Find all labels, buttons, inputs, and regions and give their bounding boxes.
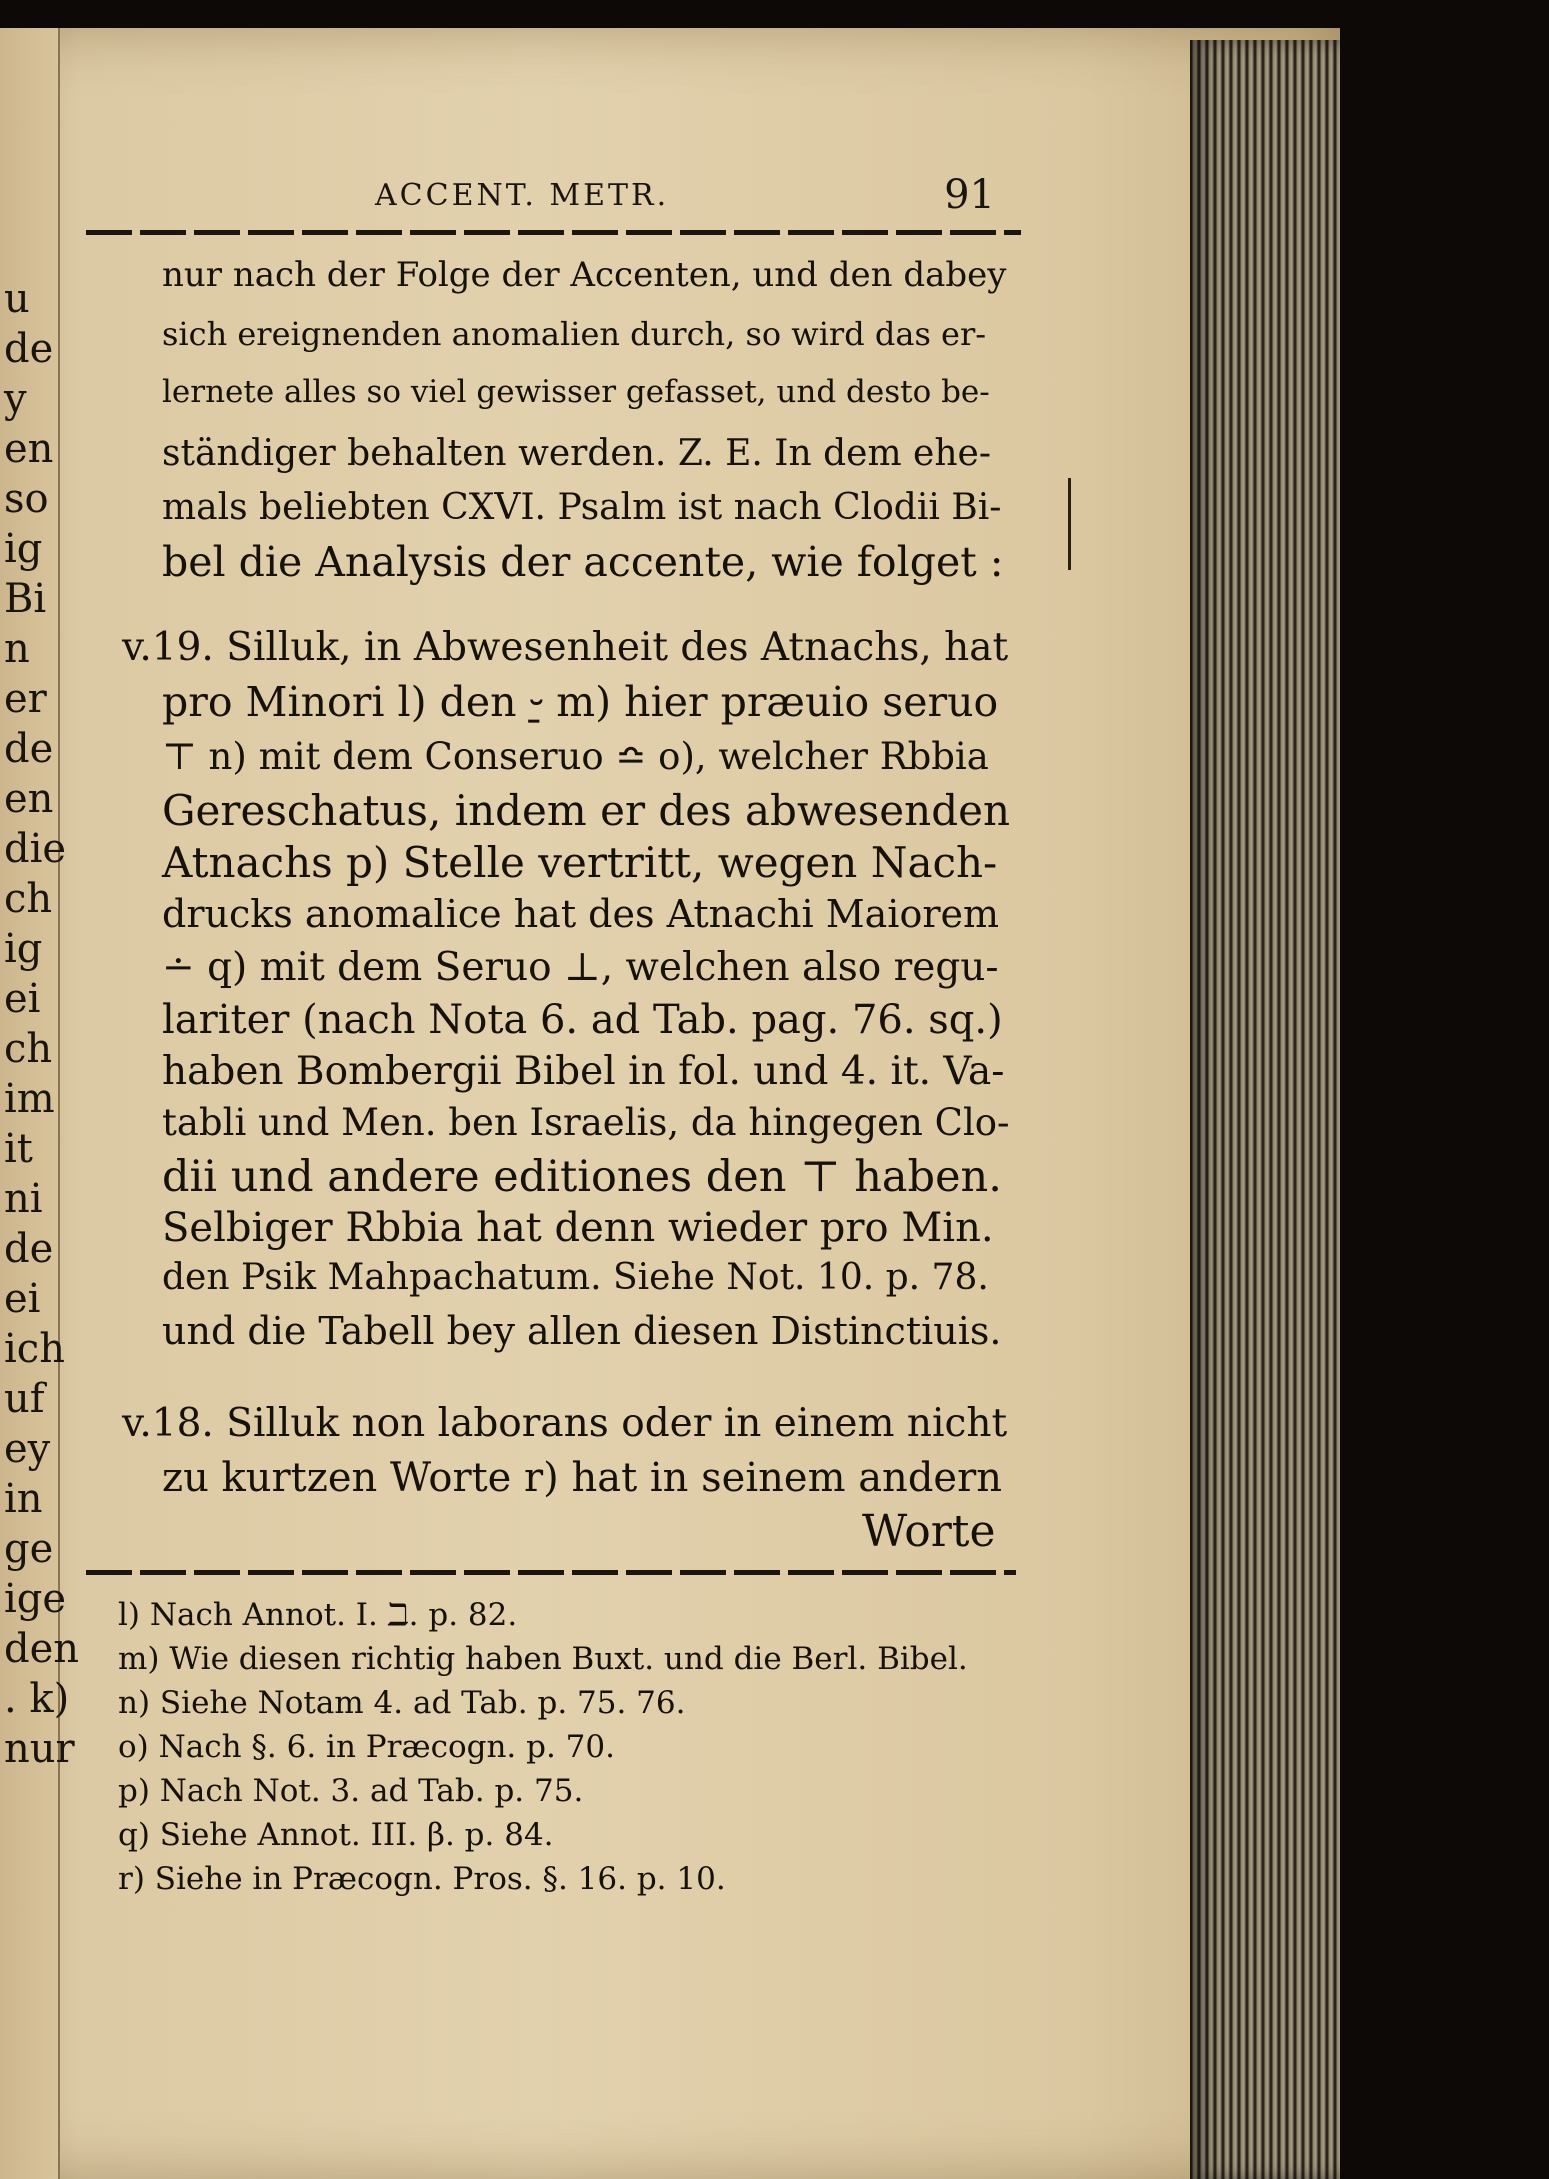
prev-page-fragment: . k)	[4, 1676, 70, 1722]
text-line: bel die Analysis der accente, wie folget :	[162, 538, 1004, 586]
prev-page-fragment: in	[4, 1476, 43, 1522]
text-line: haben Bombergii Bibel in fol. und 4. it. Va-	[162, 1049, 1005, 1094]
margin-mark	[1068, 478, 1071, 570]
prev-page-fragment: er	[4, 676, 47, 722]
prev-page-fragment: ch	[4, 1026, 53, 1072]
page-number: 91	[944, 172, 995, 218]
text-line: sich ereignenden anomalien durch, so wird das er-	[162, 315, 987, 353]
prev-page-fragment: ig	[4, 526, 43, 572]
text-line: Worte	[862, 1506, 996, 1557]
footnote: p) Nach Not. 3. ad Tab. p. 75.	[118, 1773, 584, 1809]
prev-page-fragment: uf	[4, 1376, 45, 1422]
running-head-title: ACCENT. METR.	[375, 178, 670, 213]
prev-page-fragment: ige	[4, 1576, 67, 1622]
text-line: nur nach der Folge der Accenten, und den dabey	[162, 255, 1007, 295]
text-line: ∸ q) mit dem Seruo ⊥, welchen also regu-	[162, 945, 999, 990]
page-edges	[1190, 40, 1340, 2179]
prev-page-fragment: de	[4, 326, 54, 372]
footnote: r) Siehe in Præcogn. Pros. §. 16. p. 10.	[118, 1861, 726, 1897]
prev-page-fragment: ei	[4, 1276, 41, 1322]
text-line: lariter (nach Nota 6. ad Tab. pag. 76. sq.)	[162, 997, 1003, 1043]
text-line: ⊤ n) mit dem Conseruo ≏ o), welcher Rbbia	[162, 735, 989, 778]
prev-page-fragment: ch	[4, 876, 53, 922]
prev-page-fragment: en	[4, 776, 54, 822]
prev-page-fragment: u	[4, 276, 30, 322]
text-line: den Psik Mahpachatum. Siehe Not. 10. p. 78.	[162, 1257, 989, 1298]
text-line: lernete alles so viel gewisser gefasset, und desto be-	[162, 374, 990, 410]
text-line: und die Tabell bey allen diesen Distinctiuis.	[162, 1309, 1002, 1353]
prev-page-fragment: Bi	[4, 576, 47, 622]
text-line: pro Minori l) den ⏑̱ m) hier præuio seruo	[162, 678, 999, 726]
text-line: ständiger behalten werden. Z. E. In dem ehe-	[162, 433, 991, 474]
text-line: zu kurtzen Worte r) hat in seinem andern	[162, 1455, 1002, 1501]
header-rule	[86, 230, 1021, 235]
text-line: Gereschatus, indem er des abwesenden	[162, 786, 1010, 835]
prev-page-fragment: it	[4, 1126, 33, 1172]
prev-page-fragment: n	[4, 626, 30, 672]
prev-page-fragment: ich	[4, 1326, 65, 1372]
text-line: dii und andere editiones den ⊤ haben.	[162, 1152, 1002, 1202]
prev-page-fragment: ei	[4, 976, 41, 1022]
prev-page-fragment: y	[4, 376, 27, 422]
footnote: n) Siehe Notam 4. ad Tab. p. 75. 76.	[118, 1685, 686, 1721]
prev-page-fragment: de	[4, 726, 54, 772]
text-line: drucks anomalice hat des Atnachi Maiorem	[162, 892, 1000, 936]
text-line: mals beliebten CXVI. Psalm ist nach Clodii Bi-	[162, 487, 1002, 528]
text-line: Atnachs p) Stelle vertritt, wegen Nach-	[162, 838, 998, 887]
prev-page-fragment: ey	[4, 1426, 51, 1472]
footnote: q) Siehe Annot. III. β. p. 84.	[118, 1817, 554, 1853]
footnote: l) Nach Annot. I. ℶ. p. 82.	[118, 1597, 518, 1633]
running-header	[375, 172, 995, 228]
text-line: v.18. Silluk non laborans oder in einem nicht	[122, 1401, 1008, 1446]
prev-page-fragment: ig	[4, 926, 43, 972]
previous-page-edge	[0, 28, 80, 2179]
footnote-rule	[86, 1570, 1016, 1575]
prev-page-fragment: ni	[4, 1176, 43, 1222]
prev-page-fragment: ge	[4, 1526, 54, 1572]
prev-page-fragment: den	[4, 1626, 80, 1672]
prev-page-fragment: de	[4, 1226, 54, 1272]
text-line: Selbiger Rbbia hat denn wieder pro Min.	[162, 1205, 994, 1251]
prev-page-fragment: die	[4, 826, 67, 872]
footnote: m) Wie diesen richtig haben Buxt. und die Berl. Bibel.	[118, 1641, 968, 1677]
prev-page-fragment: nur	[4, 1726, 75, 1772]
prev-page-fragment: im	[4, 1076, 55, 1122]
prev-page-fragment: en	[4, 426, 54, 472]
text-line: v.19. Silluk, in Abwesenheit des Atnachs, hat	[122, 625, 1009, 670]
prev-page-fragment: so	[4, 476, 49, 522]
footnote: o) Nach §. 6. in Præcogn. p. 70.	[118, 1729, 615, 1765]
text-line: tabli und Men. ben Israelis, da hingegen Clo-	[162, 1101, 1010, 1144]
